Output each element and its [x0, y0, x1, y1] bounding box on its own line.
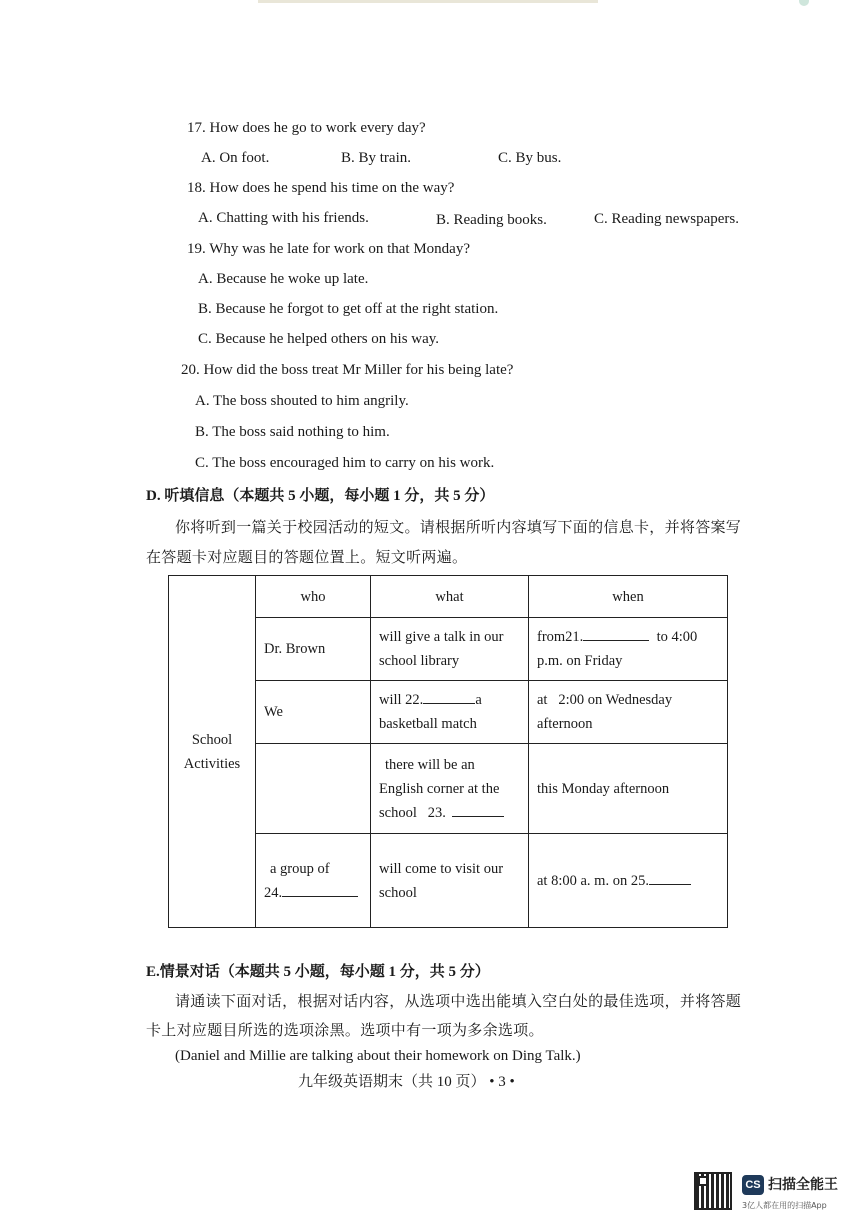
- row2-who: We: [256, 681, 371, 744]
- scanner-brand-name: 扫描全能王: [768, 1177, 838, 1193]
- scan-edge-strip: [258, 0, 598, 3]
- row1-when: [529, 618, 728, 681]
- row-label-line-1: School: [191, 731, 233, 748]
- row1-when-end: to 4:00: [656, 629, 698, 645]
- q18-option-a: A. Chatting with his friends.: [198, 210, 369, 226]
- blank-22-label: will 22.: [379, 692, 424, 708]
- row2-what-line2: basketball match: [379, 716, 477, 732]
- section-d-instruction-2: 在答题卡对应题目的答题位置上。短文听两遍。: [146, 550, 468, 566]
- row1-when-line1: [537, 625, 719, 649]
- row2-what-line1: [379, 688, 520, 712]
- section-d-instruction-1: 你将听到一篇关于校园活动的短文。请根据所听内容填写下面的信息卡，并将答案写: [175, 520, 742, 536]
- row4-what-line1: will come to visit our: [379, 860, 504, 877]
- question-17: 17. How does he go to work every day?: [187, 120, 426, 136]
- row-label-line-2: Activities: [183, 755, 241, 772]
- q17-option-a: A. On foot.: [201, 150, 270, 166]
- scan-edge-mark: [799, 0, 809, 6]
- section-e-instruction-2: 卡上对应题目所选的选项涂黑。选项中有一项为多余选项。: [146, 1023, 544, 1039]
- row4-when: [529, 834, 728, 928]
- q19-option-c: C. Because he helped others on his way.: [198, 331, 440, 347]
- row2-what-end: a: [475, 692, 482, 708]
- scanner-watermark: [694, 1170, 844, 1216]
- row4-who-line1: a group of: [270, 860, 330, 877]
- blank-25-label: at 8:00 a. m. on 25.: [537, 872, 649, 889]
- q20-option-b: B. The boss said nothing to him.: [195, 424, 390, 440]
- question-20: 20. How did the boss treat Mr Miller for his being late?: [181, 362, 514, 378]
- row4-what-line2: school: [379, 884, 417, 901]
- section-e-heading: E.情景对话（本题共 5 小题，每小题 1 分，共 5 分）: [146, 964, 490, 980]
- question-19: 19. Why was he late for work on that Monday?: [187, 241, 470, 257]
- blank-21-label: from21.: [537, 629, 584, 645]
- row3-what-line2: English corner at the: [379, 780, 500, 797]
- q17-option-b: B. By train.: [341, 150, 411, 166]
- blank-21: [583, 626, 649, 641]
- blank-23-label: school 23.: [379, 804, 446, 821]
- row3-what-line1: there will be an: [385, 756, 475, 773]
- scanner-tagline: 3亿人都在用的扫描App: [742, 1201, 827, 1210]
- section-d-heading: D. 听填信息（本题共 5 小题，每小题 1 分，共 5 分）: [146, 488, 495, 504]
- section-e-context: (Daniel and Millie are talking about their homework on Ding Talk.): [175, 1048, 581, 1064]
- q19-option-b: B. Because he forgot to get off at the right station.: [198, 301, 499, 317]
- page-footer: 九年级英语期末（共 10 页） • 3 •: [298, 1074, 515, 1090]
- blank-24: [282, 882, 358, 897]
- row1-what-line1: will give a talk in our: [379, 629, 504, 645]
- blank-23: [452, 802, 504, 817]
- question-18: 18. How does he spend his time on the way?: [187, 180, 455, 196]
- row1-who: Dr. Brown: [256, 618, 371, 681]
- row4-what: [371, 834, 529, 928]
- blank-25: [649, 870, 691, 885]
- row3-what: [371, 744, 529, 834]
- blank-24-label: 24.: [264, 884, 283, 901]
- section-e-instruction-1: 请通读下面对话，根据对话内容，从选项中选出能填入空白处的最佳选项，并将答题: [175, 994, 742, 1010]
- q18-option-c: C. Reading newspapers.: [594, 211, 739, 227]
- row3-when: this Monday afternoon: [529, 744, 728, 834]
- blank-22: [423, 689, 475, 704]
- qr-code-icon: [694, 1172, 732, 1210]
- header-what: what: [371, 576, 529, 618]
- info-card-table: [168, 575, 728, 928]
- row2-what: [371, 681, 529, 744]
- row-label-cell: [169, 576, 256, 928]
- row1-what: [371, 618, 529, 681]
- header-who: who: [256, 576, 371, 618]
- header-when: when: [529, 576, 728, 618]
- row3-who: [256, 744, 371, 834]
- row2-when-line1: at 2:00 on Wednesday: [537, 692, 673, 708]
- row2-when: [529, 681, 728, 744]
- q20-option-c: C. The boss encouraged him to carry on his work.: [195, 455, 495, 471]
- q17-option-c: C. By bus.: [498, 150, 562, 166]
- q20-option-a: A. The boss shouted to him angrily.: [195, 393, 409, 409]
- row2-when-line2: afternoon: [537, 716, 593, 732]
- row4-who-line2: [264, 881, 362, 905]
- row4-who: [256, 834, 371, 928]
- camscanner-logo-icon: CS: [742, 1175, 764, 1195]
- row1-when-line2: p.m. on Friday: [537, 653, 623, 669]
- row1-what-line2: school library: [379, 653, 460, 669]
- q19-option-a: A. Because he woke up late.: [198, 271, 369, 287]
- q18-option-b: B. Reading books.: [436, 212, 547, 228]
- row3-what-line3: [379, 801, 520, 825]
